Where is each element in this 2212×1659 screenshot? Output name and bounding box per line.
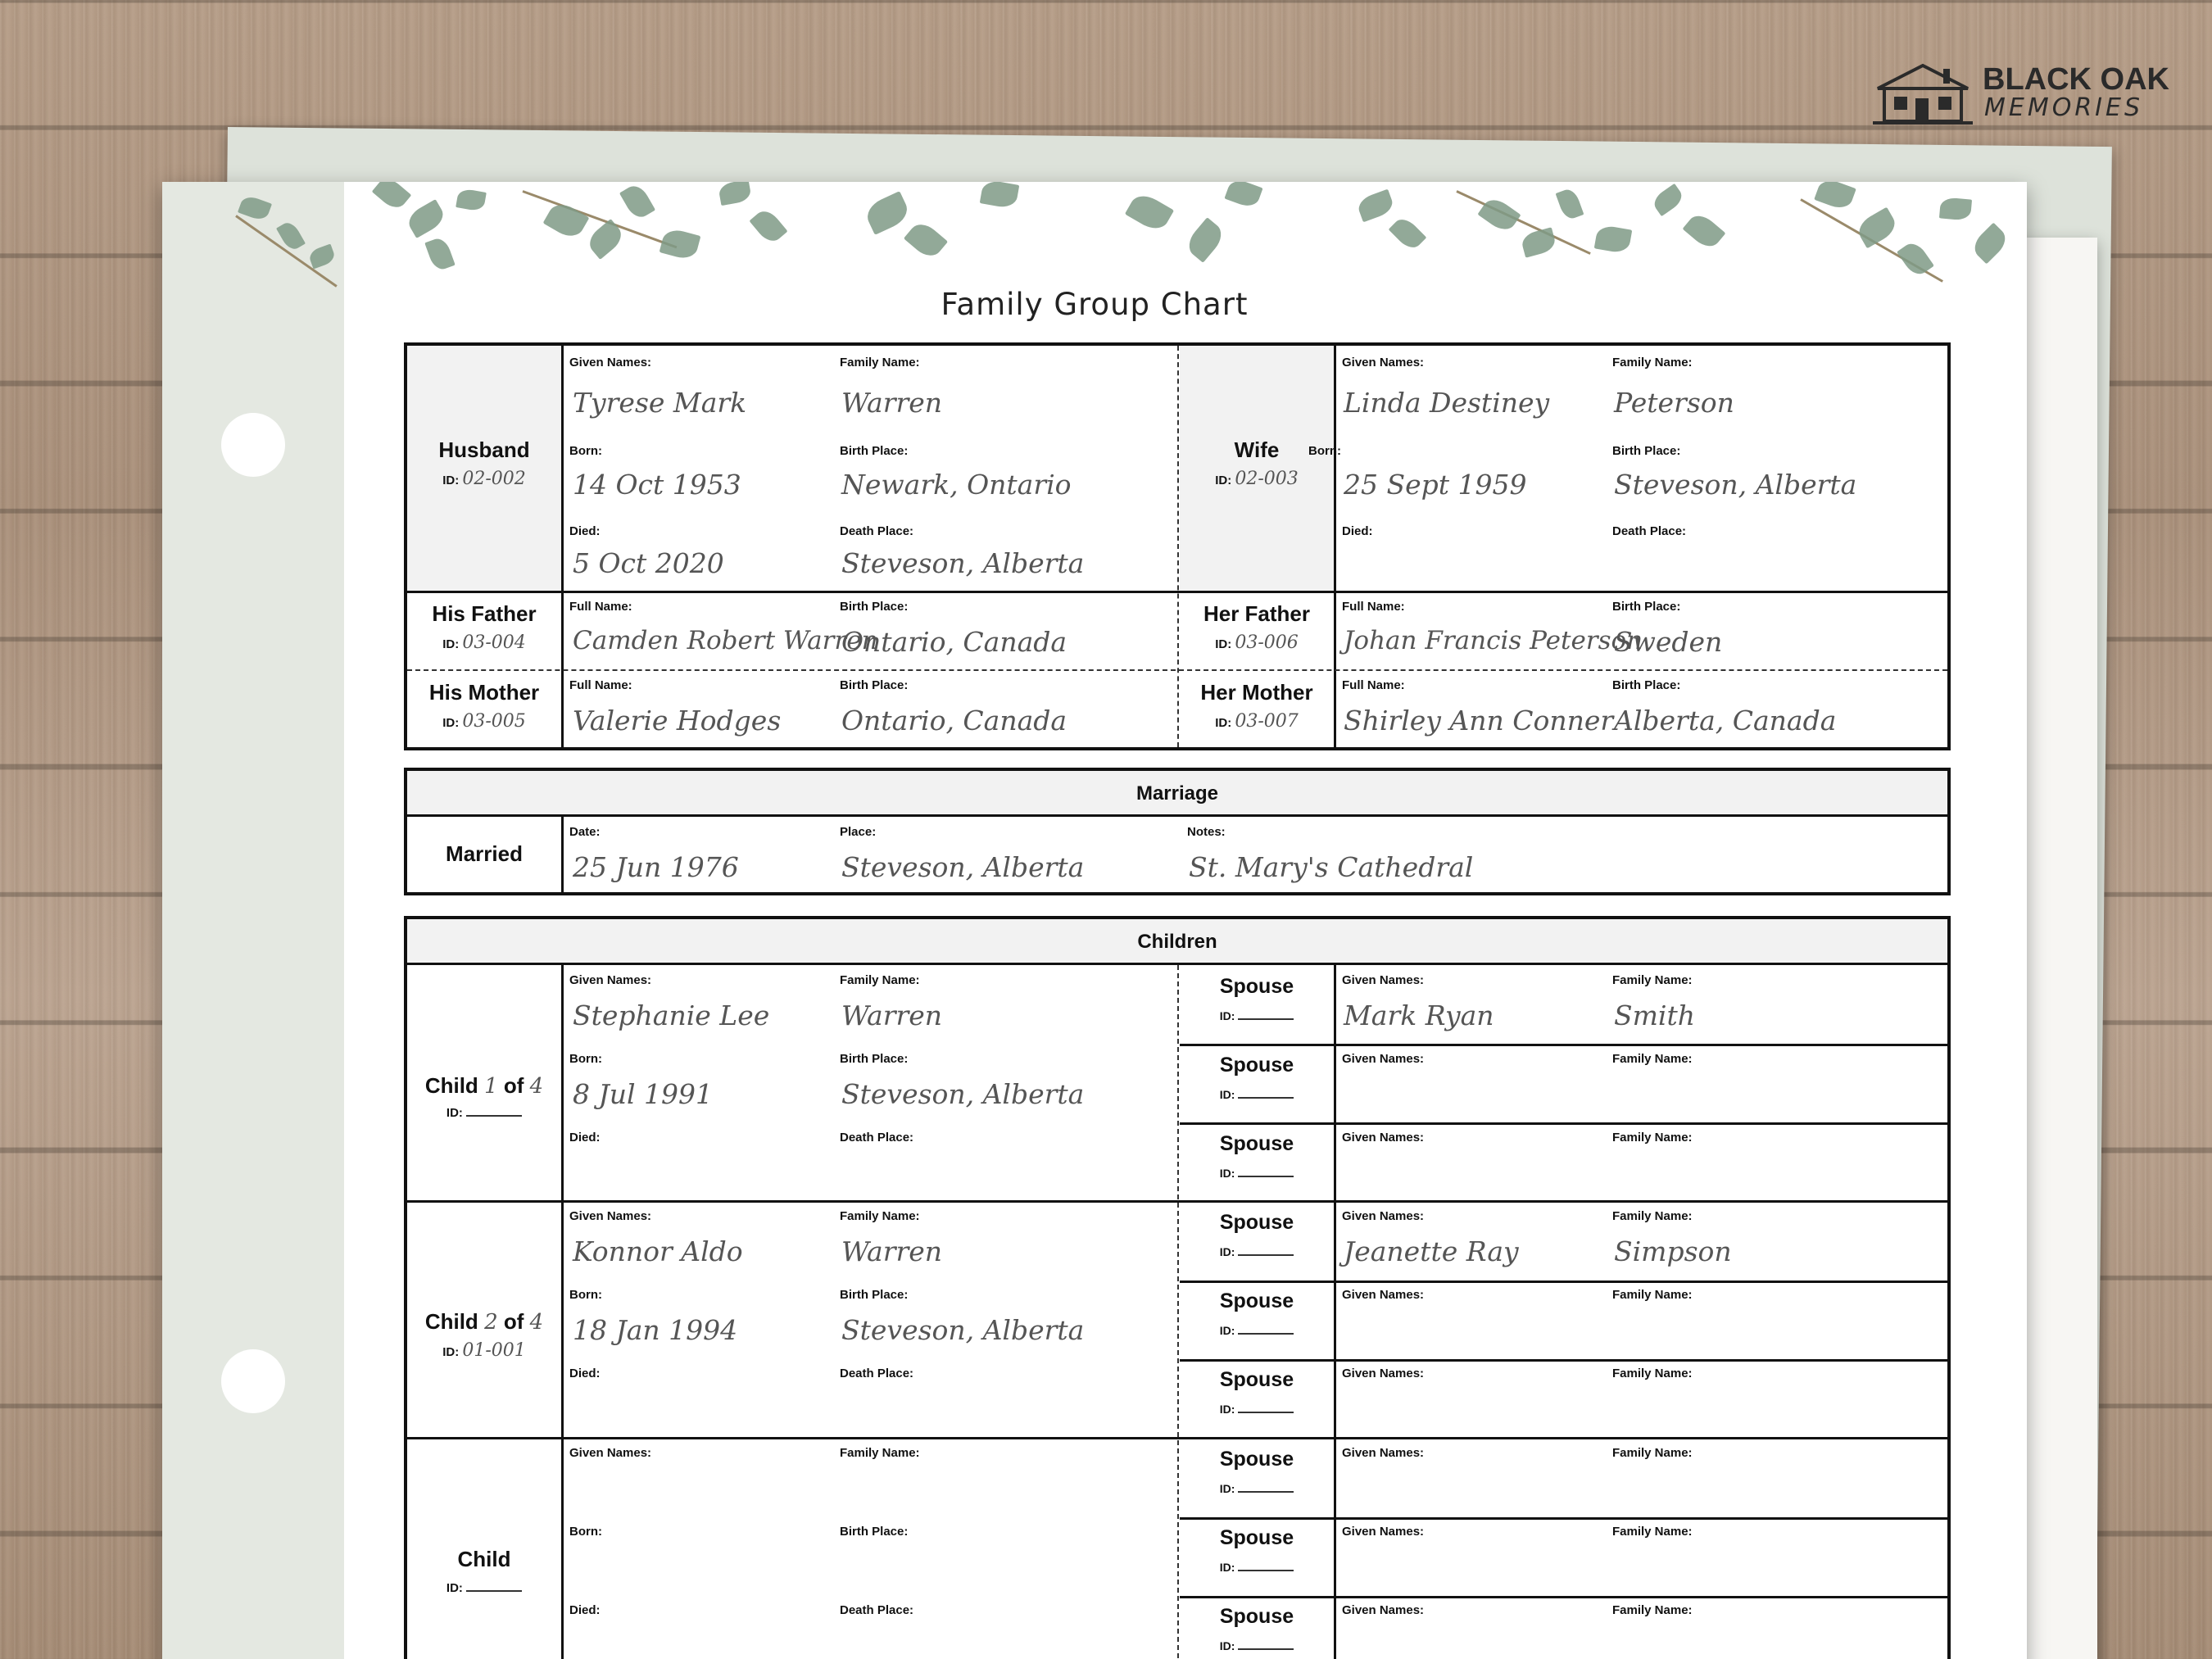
field-label: Given Names: [1342,1288,1425,1302]
field-label: Born: [569,1288,602,1302]
his-father-full-name[interactable]: Camden Robert Warren [573,626,878,655]
spouse-family-name[interactable]: Smith [1614,999,1695,1031]
field-label: Given Names: [1342,1131,1425,1145]
spouse-label: Spouse [1219,1526,1294,1549]
child-id[interactable]: ID: [407,1581,561,1595]
field-label: Died: [569,1131,601,1145]
field-label: Died: [569,1603,601,1617]
brand-line-2: MEMORIES [1984,93,2144,122]
field-label: Family Name: [840,1209,920,1223]
field-label: Birth Place: [840,1525,909,1539]
field-label: Birth Place: [1612,444,1681,458]
child-birth-place[interactable]: Steveson, Alberta [841,1078,1085,1110]
his-father-birth-place[interactable]: Ontario, Canada [841,626,1067,658]
marriage-notes[interactable]: St. Mary's Cathedral [1189,851,1474,883]
punch-hole [221,1349,285,1413]
field-label: Given Names: [1342,1052,1425,1066]
field-label: Death Place: [840,1603,914,1617]
spouse-given-names[interactable]: Mark Ryan [1344,999,1494,1031]
spouse-label: Spouse [1219,1054,1294,1077]
field-label: Given Names: [1342,1603,1425,1617]
field-label: Birth Place: [840,444,909,458]
spouse-id[interactable]: ID: [1180,1561,1334,1574]
spouse-family-name[interactable]: Simpson [1614,1235,1732,1267]
child-family-name[interactable]: Warren [841,1235,943,1267]
her-father-label: Her Father [1203,601,1311,626]
field-label: Family Name: [840,1446,920,1460]
field-label: Family Name: [1612,1446,1693,1460]
field-label: Died: [1342,524,1373,538]
field-label: Given Names: [1342,356,1425,369]
spouse-label: Spouse [1219,1211,1294,1234]
field-label: Born: [569,444,602,458]
field-label: Full Name: [1342,600,1405,614]
husband-death-place[interactable]: Steveson, Alberta [841,547,1085,579]
married-label: Married [446,841,523,866]
spouse-id[interactable]: ID: [1180,1088,1334,1101]
field-label: Given Names: [569,1209,652,1223]
marriage-heading: Marriage [407,771,1947,817]
field-label: Died: [569,1367,601,1380]
chart-page [162,182,2027,1659]
her-father-full-name[interactable]: Johan Francis Peterson [1344,626,1643,655]
field-label: Given Names: [569,973,652,987]
child-given-names[interactable]: Konnor Aldo [573,1235,743,1267]
wife-birth-place[interactable]: Steveson, Alberta [1614,469,1857,501]
spouse-label: Spouse [1219,1132,1294,1155]
her-mother-id: ID: 03-007 [1215,711,1299,732]
spouse-label: Spouse [1219,1448,1294,1471]
field-label: Death Place: [840,1367,914,1380]
child-birth-place[interactable]: Steveson, Alberta [841,1314,1085,1346]
field-label: Full Name: [1342,678,1405,692]
child-born[interactable]: 18 Jan 1994 [573,1314,738,1346]
field-label: Birth Place: [1612,678,1681,692]
field-label: Birth Place: [1612,600,1681,614]
spouse-id[interactable]: ID: [1180,1324,1334,1337]
house-icon [1870,61,1976,126]
field-label: Given Names: [1342,1209,1425,1223]
child-given-names[interactable]: Stephanie Lee [573,999,770,1031]
child-id[interactable]: ID: 01-001 [442,1340,526,1361]
field-label: Given Names: [1342,973,1425,987]
his-father-label: His Father [432,601,537,626]
field-label: Birth Place: [840,678,909,692]
field-label: Family Name: [1612,1052,1693,1066]
field-label: Family Name: [1612,1288,1693,1302]
binding-margin [162,182,344,1659]
field-label: Date: [569,825,601,839]
field-label: Full Name: [569,600,632,614]
field-label: Family Name: [1612,973,1693,987]
spouse-id[interactable]: ID: [1180,1403,1334,1416]
her-father-id: ID: 03-006 [1215,632,1299,653]
spouse-id[interactable]: ID: [1180,1639,1334,1652]
marriage-table [404,768,1951,895]
children-heading: Children [407,919,1947,965]
her-mother-birth-place[interactable]: Alberta, Canada [1614,705,1837,737]
wife-family-name[interactable]: Peterson [1614,387,1734,419]
field-label: Family Name: [1612,1603,1693,1617]
field-label: Death Place: [1612,524,1687,538]
field-label: Birth Place: [840,1052,909,1066]
brand-line-1: BLACK OAK [1983,62,2169,97]
wife-label: Wife [1234,437,1280,462]
child-label: Child 1 of 4 [424,1073,544,1099]
child-born[interactable]: 8 Jul 1991 [573,1078,713,1110]
child-family-name[interactable]: Warren [841,999,943,1031]
wife-born[interactable]: 25 Sept 1959 [1344,469,1527,501]
husband-label: Husband [438,437,530,462]
field-label: Death Place: [840,1131,914,1145]
spouse-id[interactable]: ID: [1180,1009,1334,1022]
spouse-label: Spouse [1219,1368,1294,1391]
field-label: Death Place: [840,524,914,538]
her-mother-full-name[interactable]: Shirley Ann Conner [1344,705,1614,737]
field-label: Given Names: [569,356,652,369]
field-label: Given Names: [1342,1525,1425,1539]
husband-birth-place[interactable]: Newark, Ontario [841,469,1072,501]
his-mother-full-name[interactable]: Valerie Hodges [573,705,782,737]
spouse-label: Spouse [1219,1605,1294,1628]
field-label: Family Name: [1612,1131,1693,1145]
field-label: Notes: [1187,825,1226,839]
field-label: Family Name: [1612,1367,1693,1380]
spouse-label: Spouse [1219,1290,1294,1312]
field-label: Born: [569,1525,602,1539]
field-label: Died: [569,524,601,538]
brand-logo [1870,57,2181,131]
his-father-id: ID: 03-004 [442,632,526,653]
spouse-id[interactable]: ID: [1180,1245,1334,1258]
field-label: Family Name: [1612,356,1693,369]
child-label: Child [457,1547,511,1571]
child-label: Child 2 of 4 [424,1309,544,1335]
field-label: Place: [840,825,877,839]
field-label: Family Name: [840,356,920,369]
field-label: Family Name: [1612,1209,1693,1223]
field-label: Born: [569,1052,602,1066]
marriage-place[interactable]: Steveson, Alberta [841,851,1085,883]
field-label: Birth Place: [840,1288,909,1302]
marriage-date[interactable]: 25 Jun 1976 [573,851,739,883]
husband-family-name[interactable]: Warren [841,387,943,419]
field-label: Given Names: [1342,1446,1425,1460]
field-label: Family Name: [840,973,920,987]
children-table [404,916,1951,1659]
field-label: Family Name: [1612,1525,1693,1539]
field-label: Birth Place: [840,600,909,614]
spouse-given-names[interactable]: Jeanette Ray [1344,1235,1519,1267]
his-mother-label: His Mother [428,680,540,705]
spouse-id[interactable]: ID: [1180,1482,1334,1495]
husband-died[interactable]: 5 Oct 2020 [573,547,724,579]
wife-given-names[interactable]: Linda Destiney [1344,387,1550,419]
her-mother-label: Her Mother [1200,680,1313,705]
his-mother-birth-place[interactable]: Ontario, Canada [841,705,1067,737]
wife-id: ID: 02-003 [1215,469,1299,489]
punch-hole [221,413,285,477]
field-label: Given Names: [569,1446,652,1460]
page-title: Family Group Chart [941,287,1249,322]
parents-table [404,342,1951,750]
spouse-label: Spouse [1219,975,1294,998]
husband-given-names[interactable]: Tyrese Mark [573,387,747,419]
spouse-id[interactable]: ID: [1180,1167,1334,1180]
husband-id: ID: 02-002 [442,469,526,489]
field-label: Given Names: [1342,1367,1425,1380]
child-id[interactable]: ID: [407,1106,561,1120]
her-father-birth-place[interactable]: Sweden [1614,626,1723,658]
field-label: Full Name: [569,678,632,692]
field-label: Born: [1308,444,1341,458]
his-mother-id: ID: 03-005 [442,711,526,732]
husband-born[interactable]: 14 Oct 1953 [573,469,741,501]
